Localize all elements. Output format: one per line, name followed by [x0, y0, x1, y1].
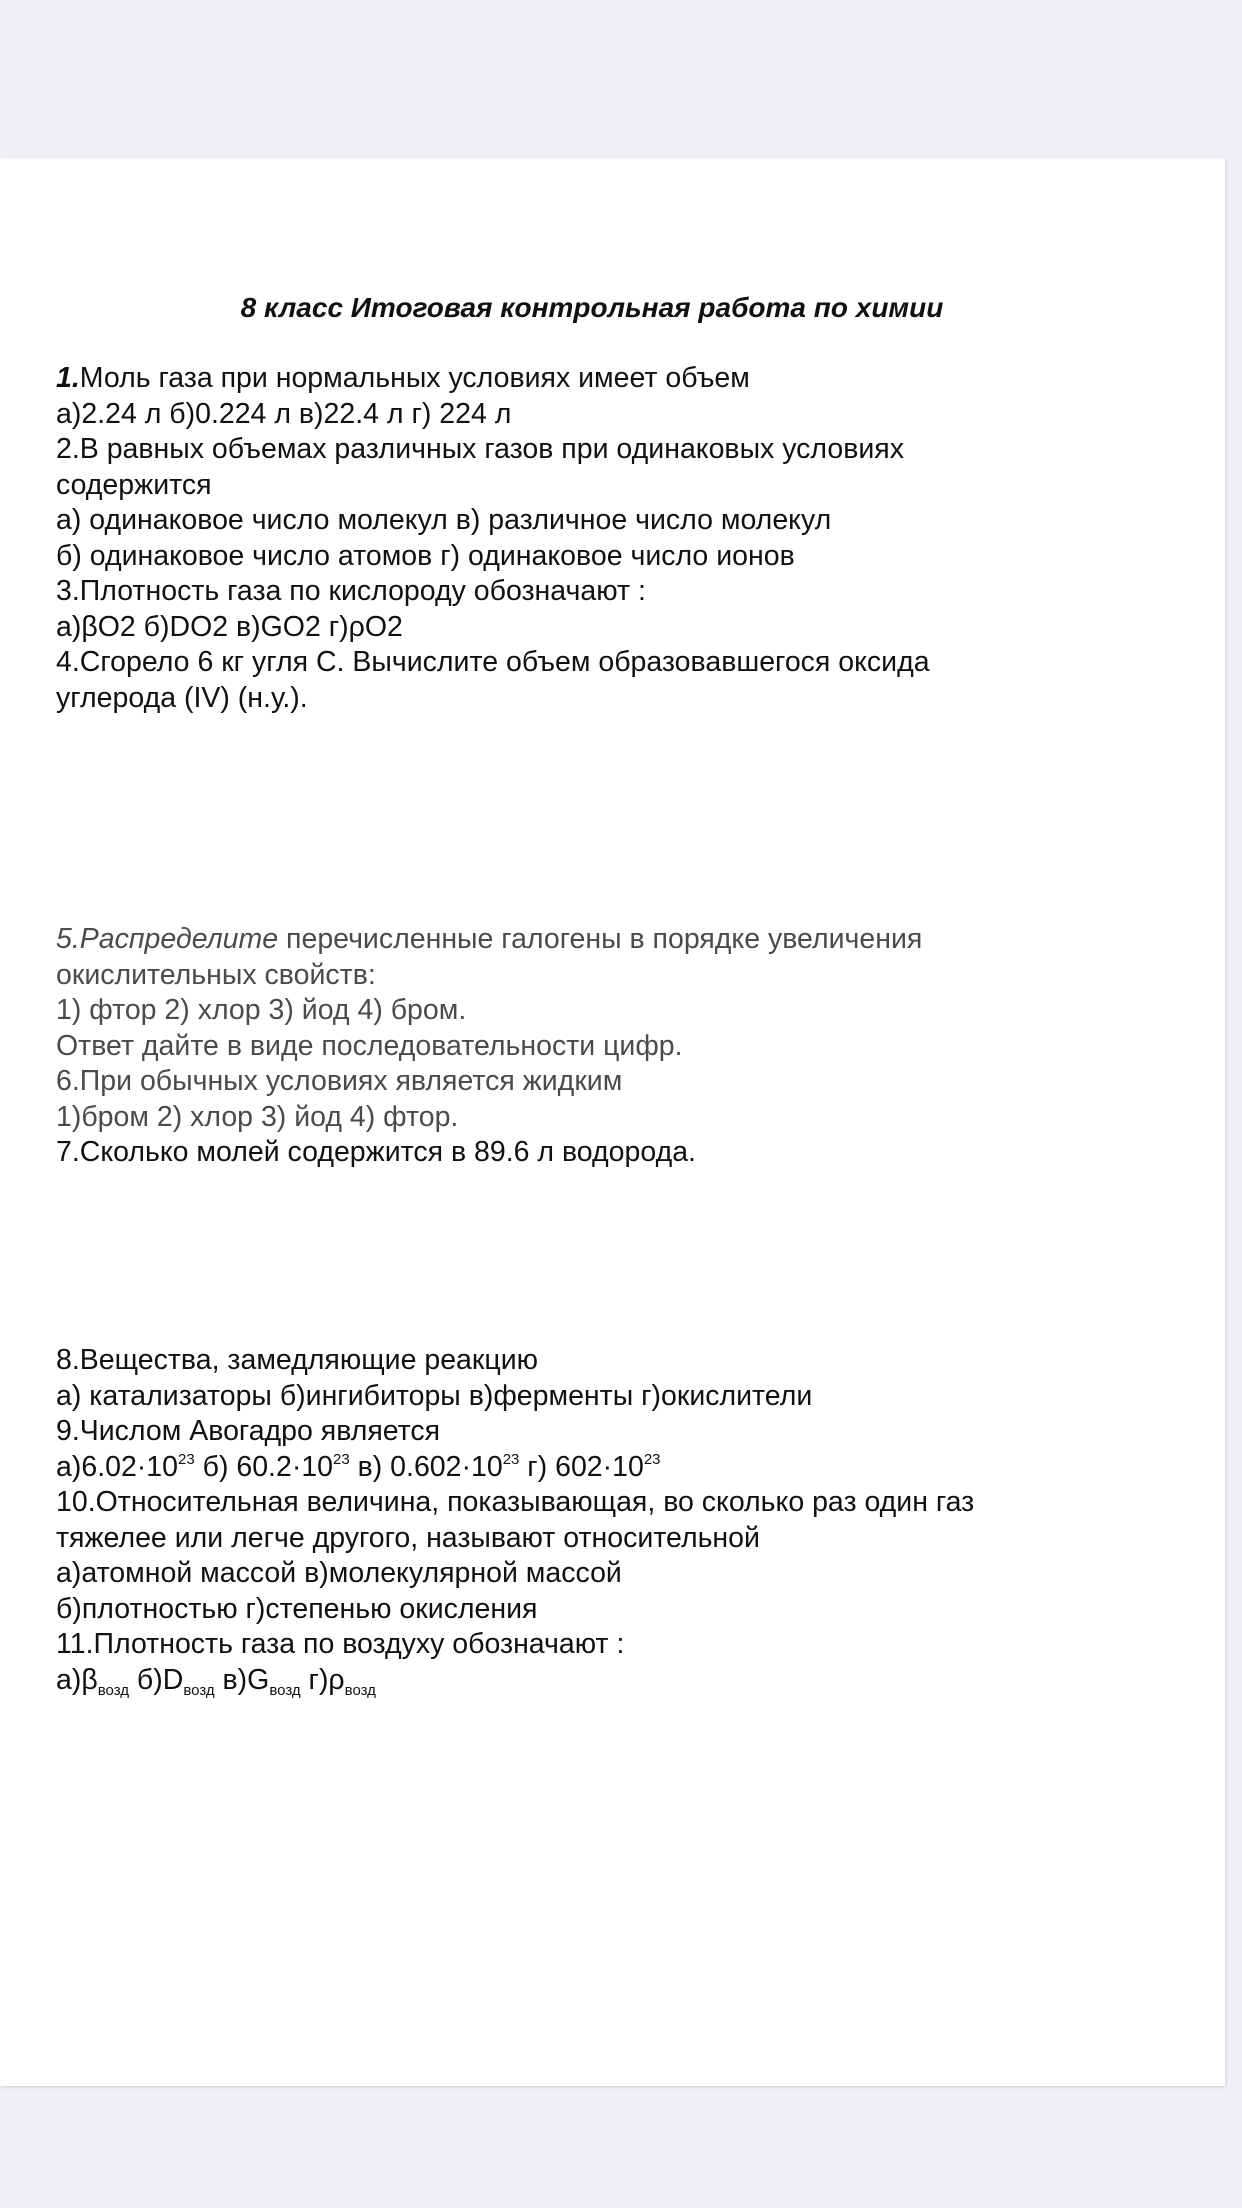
question-11-option-b: б)D	[129, 1663, 184, 1696]
question-2-options-1: а) одинаковое число молекул в) различное число молекул	[56, 504, 832, 536]
question-11-option-c: в)G	[214, 1663, 270, 1696]
exponent: 23	[333, 1450, 350, 1468]
exponent: 23	[643, 1450, 661, 1468]
section-questions-1-4	[56, 361, 1206, 716]
question-11-option-d: г)ρ	[300, 1663, 345, 1696]
question-1	[56, 361, 1206, 397]
question-4-line-2: углерода (IV) (н.у.).	[56, 681, 308, 714]
question-9-option-c: в) 0.602·10	[349, 1450, 503, 1483]
question-9-option-d: г) 602·10	[519, 1450, 644, 1483]
question-9-options	[56, 1450, 1206, 1486]
question-5-instruction: Ответ дайте в виде последовательности цифр.	[56, 1029, 683, 1062]
question-6-options: 1)бром 2) хлор 3) йод 4) фтор.	[56, 1100, 459, 1133]
subscript: возд	[344, 1681, 376, 1699]
question-5-rest: перечисленные галогены в порядке увеличения	[278, 923, 923, 955]
question-5-italic: 5.Распределите	[56, 923, 279, 955]
subscript: возд	[97, 1681, 130, 1699]
question-6: 6.При обычных условиях является жидким	[56, 1065, 623, 1097]
question-1-text: Моль газа при нормальных условиях имеет объем	[79, 362, 750, 394]
question-5-options: 1) фтор 2) хлор 3) йод 4) бром.	[56, 994, 467, 1026]
section-questions-8-11	[56, 1343, 1206, 1698]
subscript: возд	[183, 1681, 215, 1699]
question-10-options-1: а)атомной массой в)молекулярной массой	[56, 1557, 622, 1589]
question-1-options: а)2.24 л б)0.224 л в)22.4 л г) 224 л	[56, 397, 512, 430]
question-10-options-2: б)плотностью г)степенью окисления	[56, 1592, 538, 1625]
exponent: 23	[178, 1450, 195, 1468]
question-5-line-1	[56, 922, 1206, 958]
question-9: 9.Числом Авогадро является	[56, 1415, 441, 1447]
question-11: 11.Плотность газа по воздуху обозначают :	[56, 1628, 625, 1660]
question-10-line-1: 10.Относительная величина, показывающая, во сколько раз один газ	[56, 1486, 975, 1518]
question-7: 7.Сколько молей содержится в 89.6 л водорода.	[56, 1136, 696, 1168]
question-11-option-a: а)β	[56, 1663, 98, 1696]
question-2-options-2: б) одинаковое число атомов г) одинаковое число ионов	[56, 539, 795, 572]
question-10-line-2: тяжелее или легче другого, называют относительной	[56, 1521, 760, 1554]
question-3-options: а)βO2 б)DO2 в)GO2 г)ρO2	[56, 610, 403, 643]
subscript: возд	[269, 1681, 301, 1699]
question-11-options	[56, 1663, 1206, 1699]
question-4-line-1: 4.Сгорело 6 кг угля С. Вычислите объем образовавшегося оксида	[56, 646, 930, 678]
question-2-line-1: 2.В равных объемах различных газов при одинаковых условиях	[56, 433, 904, 465]
question-9-option-b: б) 60.2·10	[194, 1450, 334, 1483]
section-questions-5-7	[56, 922, 1206, 1171]
question-9-option-a: а)6.02·10	[56, 1450, 179, 1483]
question-8-options: а) катализаторы б)ингибиторы в)ферменты г)окислители	[56, 1379, 813, 1412]
question-1-number: 1.	[56, 362, 80, 394]
question-2-line-2: содержится	[56, 468, 212, 501]
question-3: 3.Плотность газа по кислороду обозначают :	[56, 575, 646, 607]
page-title: 8 класс Итоговая контрольная работа по химии	[240, 292, 944, 323]
question-8: 8.Вещества, замедляющие реакцию	[56, 1344, 538, 1376]
question-5-line-2: окислительных свойств:	[56, 958, 376, 991]
exponent: 23	[502, 1450, 520, 1468]
